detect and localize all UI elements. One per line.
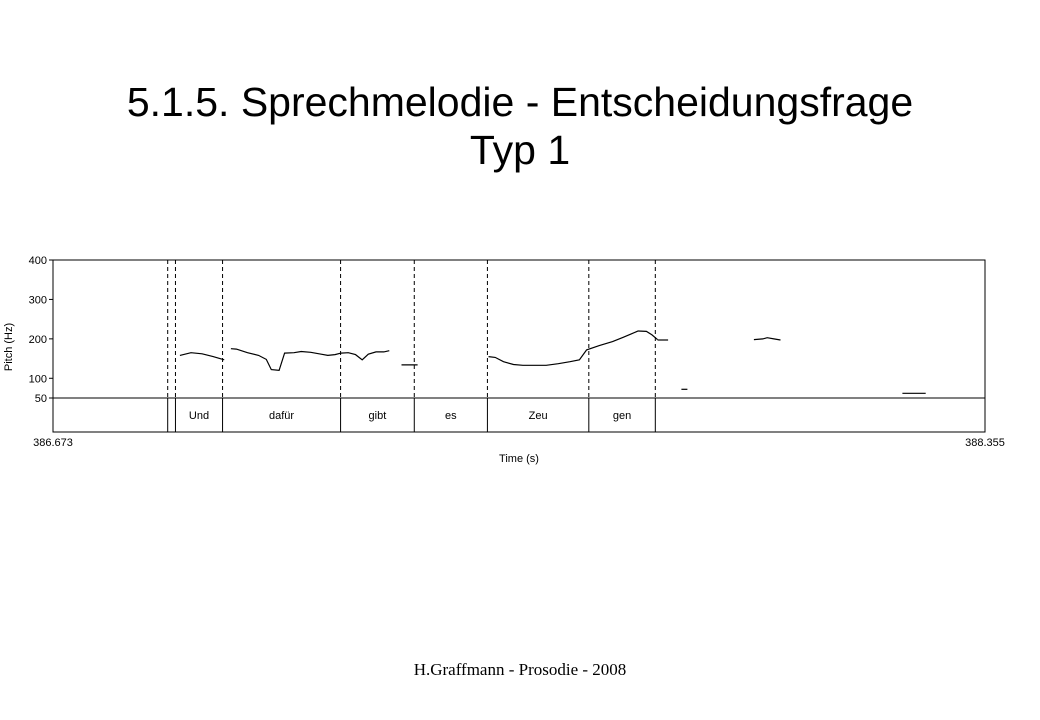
pitch-segment [489,331,658,365]
slide-title-line-1: 5.1.5. Sprechmelodie - Entscheidungsfrage [126,79,914,125]
y-axis [29,255,53,405]
word-label: Und [188,410,210,422]
pitch-contour [180,331,926,393]
word-label: es [445,410,457,422]
pitch-segment [754,338,781,340]
y-tick-label: 100 [28,373,47,386]
x-tick-label-start: 386.673 [33,437,73,449]
footer-credit: H.Graffmann - Prosodie - 2008 [413,660,627,679]
y-tick-label: 400 [28,255,47,267]
x-tick-label-end: 388.355 [965,437,1005,449]
slide-title-line-2: Typ 1 [469,127,571,173]
word-label: gibt [368,410,387,422]
word-tier [189,410,631,422]
word-label: gen [612,410,632,422]
y-axis-label: Pitch (Hz) [3,322,15,372]
y-tick-label: 50 [34,393,47,405]
word-label: dafür [269,410,295,422]
x-axis-label: Time (s) [499,453,539,465]
plot-frame [53,260,985,432]
word-label: Zeu [528,410,548,422]
word-boundaries [168,260,656,432]
pitch-segment [180,353,224,360]
y-tick-label: 300 [28,294,47,307]
y-tick-label: 200 [28,333,47,346]
pitch-segment [231,349,389,371]
